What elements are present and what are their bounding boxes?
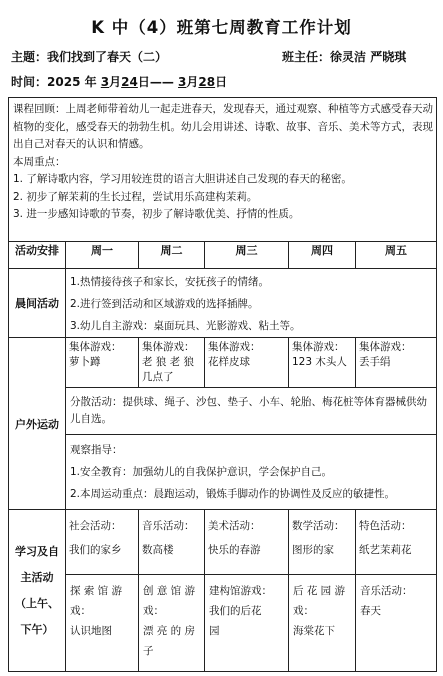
time-start-month: 3 xyxy=(100,75,110,89)
study-label-line: 主活动 xyxy=(20,570,54,584)
study-tue-1 xyxy=(139,510,205,575)
focus-point: 3. 进一步感知诗歌的节奏，初步了解诗歌优美、抒情的性质。 xyxy=(13,208,300,220)
game-type: 集体游戏： xyxy=(292,341,345,353)
header-day-tue: 周二 xyxy=(139,242,205,269)
theme-line xyxy=(11,48,167,65)
activity-name: 子 xyxy=(143,645,154,657)
study-row-2 xyxy=(9,575,437,672)
header-activity: 活动安排 xyxy=(9,242,66,269)
review-row xyxy=(9,98,437,242)
study-mon-2 xyxy=(66,575,139,672)
study-label xyxy=(9,510,66,672)
study-fri-1 xyxy=(356,510,437,575)
activity-type: 数学活动： xyxy=(292,520,345,532)
header-day-wed: 周三 xyxy=(205,242,289,269)
game-name: 花样皮球 xyxy=(208,356,250,368)
time-day-word: 日—— xyxy=(137,75,179,89)
time-label: 时间： xyxy=(11,75,48,89)
observe-item: 1.安全教育：加强幼儿的自我保护意识，学会保护自己。 xyxy=(70,466,333,478)
study-mon-1 xyxy=(66,510,139,575)
study-wed-1 xyxy=(205,510,289,575)
study-wed-2 xyxy=(205,575,289,672)
activity-name: 园 xyxy=(209,625,220,637)
focus-point: 1. 了解诗歌内容，学习用较连贯的语言大胆讲述自己发现的春天的秘密。 xyxy=(13,173,352,185)
outdoor-games-row xyxy=(9,338,437,388)
scatter-text: 分散活动：提供球、绳子、沙包、垫子、小车、轮胎、梅花桩等体育器械供幼儿自选。 xyxy=(70,396,427,425)
study-fri-2 xyxy=(356,575,437,672)
activity-name: 春天 xyxy=(360,605,381,617)
activity-name: 我们的后花 xyxy=(209,605,262,617)
time-day-word-2: 日 xyxy=(215,75,228,89)
activity-type: 戏： xyxy=(143,605,164,617)
morning-cell xyxy=(66,269,437,338)
study-thu-2 xyxy=(289,575,356,672)
teacher-label: 班主任： xyxy=(282,50,331,64)
study-row-1 xyxy=(9,510,437,575)
activity-type: 音乐活动： xyxy=(142,520,195,532)
morning-item: 3.幼儿自主游戏：桌面玩具、光影游戏、粘土等。 xyxy=(70,320,301,332)
game-name: 老 狼 老 狼几点了 xyxy=(142,356,195,383)
game-name: 丢手绢 xyxy=(359,356,391,368)
time-end-month: 3 xyxy=(178,75,187,89)
activity-type: 探 索 馆 游 xyxy=(70,585,123,597)
outdoor-game-mon xyxy=(66,338,139,388)
header-day-thu: 周四 xyxy=(289,242,356,269)
header-day-fri: 周五 xyxy=(356,242,437,269)
game-type: 集体游戏： xyxy=(208,341,261,353)
review-cell xyxy=(9,98,437,242)
theme-value: 我们找到了春天（二） xyxy=(47,50,168,64)
activity-type: 创 意 馆 游 xyxy=(143,585,196,597)
activity-type: 特色活动： xyxy=(359,520,412,532)
activity-type: 美术活动： xyxy=(208,520,261,532)
header-row xyxy=(9,242,437,269)
outdoor-label: 户外运动 xyxy=(9,338,66,510)
focus-label: 本周重点： xyxy=(13,155,66,168)
activity-type: 后 花 园 游 xyxy=(293,585,346,597)
game-type: 集体游戏： xyxy=(359,341,412,353)
study-label-line: 学习及自 xyxy=(15,544,59,558)
review-paragraph: 课程回顾：上周老师带着幼儿一起走进春天，发现春天，通过观察、种植等方式感受春天动植物的变化，感受春天的勃勃生机。幼儿会用讲述、诗歌、故事、音乐、美术等方式，表现出自己对春天的认识和情感。 xyxy=(13,103,433,150)
game-name: 123 木头人 xyxy=(292,356,347,368)
activity-type: 戏： xyxy=(70,605,91,617)
activity-name: 海棠花下 xyxy=(293,625,335,637)
observe-item: 2.本周运动重点：晨跑运动，锻炼手脚动作的协调性及反应的敏捷性。 xyxy=(70,488,396,500)
teacher-value: 徐灵洁 严晓琪 xyxy=(330,50,407,64)
study-label-line: 下午） xyxy=(20,622,54,636)
activity-name: 数高楼 xyxy=(142,544,174,556)
outdoor-game-tue xyxy=(139,338,205,388)
focus-point: 2. 初步了解茉莉的生长过程，尝试用乐高建构茉莉。 xyxy=(13,190,258,203)
time-month-word: 月 xyxy=(109,75,122,89)
activity-name: 我们的家乡 xyxy=(69,544,122,556)
time-month-word-2: 月 xyxy=(186,75,199,89)
morning-row xyxy=(9,269,437,338)
weekly-plan-table xyxy=(8,97,437,672)
theme-label: 主题： xyxy=(11,50,48,64)
activity-name: 纸艺茉莉花 xyxy=(359,544,412,556)
outdoor-game-fri xyxy=(356,338,437,388)
study-thu-1 xyxy=(289,510,356,575)
morning-item: 1.热情接待孩子和家长，安抚孩子的情绪。 xyxy=(70,276,270,288)
scatter-cell xyxy=(66,388,437,435)
study-tue-2 xyxy=(139,575,205,672)
game-name: 萝卜蹲 xyxy=(69,356,101,368)
time-start-day: 24 xyxy=(121,75,138,89)
header-day-mon: 周一 xyxy=(66,242,139,269)
study-label-line: （上午、 xyxy=(15,596,59,610)
time-line xyxy=(11,73,227,90)
outdoor-observe-row xyxy=(9,435,437,510)
teacher-line xyxy=(282,48,406,65)
activity-type: 音乐活动： xyxy=(360,585,413,597)
game-type: 集体游戏： xyxy=(142,341,195,353)
activity-type: 社会活动： xyxy=(69,520,122,532)
page-title: K 中（4）班第七周教育工作计划 xyxy=(91,18,352,37)
activity-type: 建构馆游戏： xyxy=(209,585,272,597)
activity-name: 快乐的春游 xyxy=(208,544,261,556)
game-type: 集体游戏： xyxy=(69,341,122,353)
observe-label: 观察指导： xyxy=(70,444,123,456)
observe-cell xyxy=(66,435,437,510)
activity-name: 漂 亮 的 房 xyxy=(143,625,196,637)
morning-label: 晨间活动 xyxy=(9,269,66,338)
morning-item: 2.进行签到活动和区域游戏的选择插牌。 xyxy=(70,298,259,310)
outdoor-game-thu xyxy=(289,338,356,388)
outdoor-scatter-row xyxy=(9,388,437,435)
activity-name: 图形的家 xyxy=(292,544,334,556)
activity-name: 认识地图 xyxy=(70,625,112,637)
activity-type: 戏： xyxy=(293,605,314,617)
time-end-day: 28 xyxy=(198,75,216,89)
time-year: 2025 年 xyxy=(47,75,97,89)
outdoor-game-wed xyxy=(205,338,289,388)
